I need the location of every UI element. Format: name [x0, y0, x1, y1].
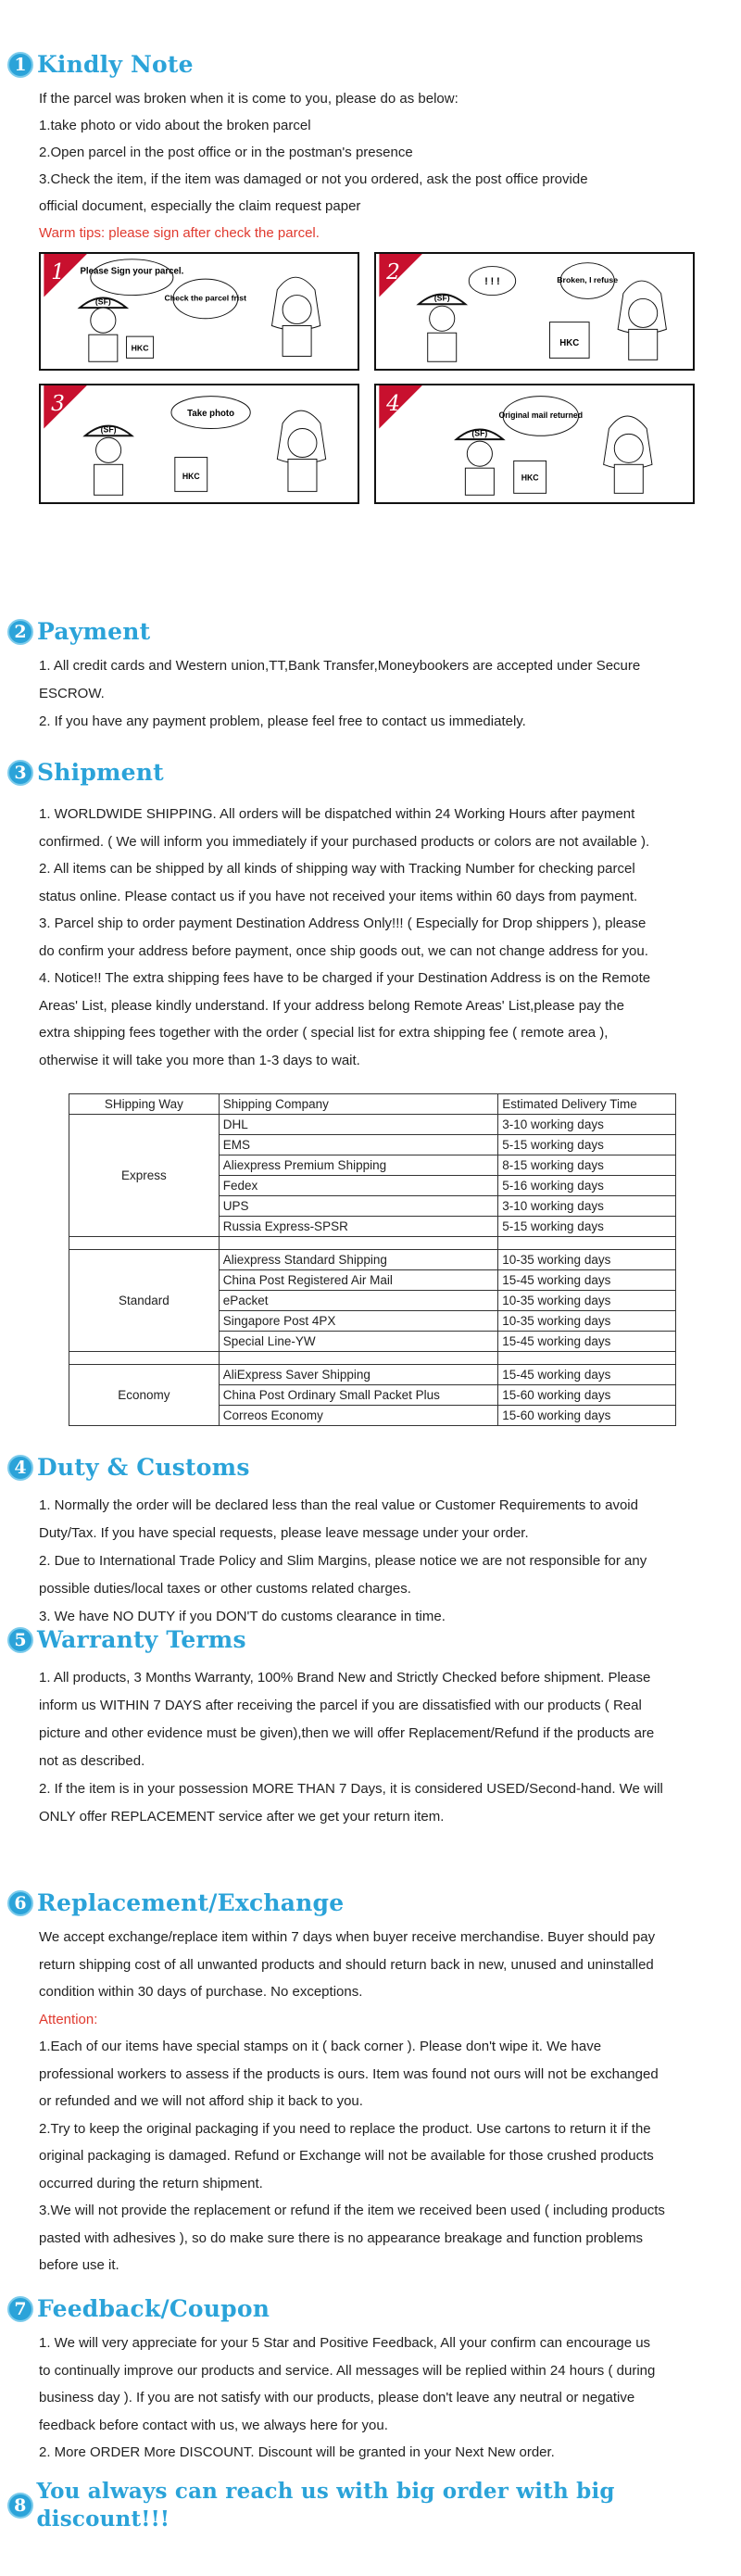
- text-line: or refunded and we will not afford ship it back to you.: [39, 2093, 363, 2109]
- text-line: ESCROW.: [39, 686, 105, 701]
- speech-bubble: ! ! !: [484, 275, 500, 287]
- text-line: pasted with adhesives ), so do make sure there is no appearance breakage and function problems: [39, 2229, 644, 2246]
- table-header: Estimated Delivery Time: [498, 1094, 676, 1115]
- text-line: before use it.: [39, 2257, 119, 2273]
- comic-panel-2: [374, 252, 695, 371]
- section-header-shipment: [7, 756, 164, 789]
- text-line: original packaging is damaged. Refund or Exchange will not be available for those crushed products: [39, 2148, 654, 2164]
- speech-bubble: Take photo: [187, 408, 235, 419]
- text-line: Areas' List, please kindly understand. If your address belong Remote Areas' List,please pay the: [39, 997, 624, 1014]
- table-cell: Aliexpress Premium Shipping: [219, 1155, 497, 1176]
- comic-panel-4: [374, 384, 695, 504]
- table-cell: 5-15 working days: [498, 1135, 676, 1155]
- warranty-text: [39, 1664, 724, 1831]
- kindly-note-text: [39, 85, 724, 246]
- section-number-badge: 4: [7, 1455, 33, 1481]
- table-header-row: [69, 1094, 676, 1115]
- cap-logo: (SF): [471, 428, 488, 438]
- text-line: otherwise it will take you more than 1-3 days to wait.: [39, 1052, 360, 1068]
- table-cell: Correos Economy: [219, 1406, 497, 1426]
- text-line: 1. Normally the order will be declared less than the real value or Customer Requirements to avoid: [39, 1497, 638, 1513]
- text-line: 2.Open parcel in the post office or in the postman's presence: [39, 145, 413, 160]
- table-cell: Special Line-YW: [219, 1332, 497, 1352]
- table-cell: 15-45 working days: [498, 1270, 676, 1291]
- table-row: [69, 1250, 676, 1270]
- speech-bubble: Check the parcel frist: [164, 293, 247, 303]
- text-line: feedback before contact with us, we always here for you.: [39, 2417, 388, 2433]
- section-header-kindly-note: [7, 48, 194, 82]
- cap-logo: (SF): [433, 293, 450, 303]
- text-line: 3. We have NO DUTY if you DON'T do customs clearance in time.: [39, 1609, 446, 1624]
- text-line: 2. Due to International Trade Policy and Slim Margins, please notice we are not responsible for any: [39, 1553, 647, 1569]
- text-line: occurred during the return shipment.: [39, 2175, 263, 2191]
- table-cell: 15-45 working days: [498, 1365, 676, 1385]
- section-title: Shipment: [37, 759, 164, 786]
- comic-illustration: [41, 385, 358, 502]
- section-title: Kindly Note: [37, 51, 194, 78]
- table-cell: ePacket: [219, 1291, 497, 1311]
- cap-logo: (SF): [94, 297, 111, 307]
- box-label: HKC: [182, 471, 200, 481]
- section-number-badge: 7: [7, 2296, 33, 2322]
- text-line: 1.Each of our items have special stamps on it ( back corner ). Please don't wipe it. We have: [39, 2039, 602, 2054]
- text-line: 1. All products, 3 Months Warranty, 100% Brand New and Strictly Checked before shipment. Please: [39, 1670, 651, 1686]
- table-cell: 10-35 working days: [498, 1311, 676, 1332]
- text-line: confirmed. ( We will inform you immediately if your purchased products or colors are not available ).: [39, 833, 650, 850]
- table-cell: 10-35 working days: [498, 1291, 676, 1311]
- comic-number: 2: [386, 259, 400, 285]
- comic-illustration: [376, 385, 693, 502]
- box-label: HKC: [131, 343, 149, 353]
- table-row: [69, 1365, 676, 1385]
- text-line: Duty/Tax. If you have special requests, please leave message under your order.: [39, 1525, 529, 1541]
- section-title: You always can reach us with big order with big discount!!!: [36, 2479, 615, 2532]
- section-title: Replacement/Exchange: [37, 1889, 345, 1916]
- section-number-badge: 1: [7, 52, 33, 78]
- text-line: professional workers to assess if the products is ours. Item was found not ours will not be exchanged: [39, 2065, 659, 2082]
- warm-tip: Warm tips: please sign after check the parcel.: [39, 225, 320, 241]
- text-line: condition within 30 days of purchase. No exceptions.: [39, 1984, 363, 2000]
- comic-illustration: [376, 254, 693, 369]
- section-header-duty-customs: [7, 1451, 250, 1484]
- section-header-feedback: [7, 2292, 270, 2326]
- section-number-badge: 8: [7, 2493, 33, 2519]
- table-cell: 15-60 working days: [498, 1406, 676, 1426]
- box-label: HKC: [559, 337, 580, 348]
- table-cell: Russia Express-SPSR: [219, 1217, 497, 1237]
- payment-text: [39, 652, 724, 736]
- table-cell: AliExpress Saver Shipping: [219, 1365, 497, 1385]
- text-line: not as described.: [39, 1753, 145, 1769]
- shipping-table: [69, 1093, 676, 1426]
- cap-logo: (SF): [100, 424, 117, 435]
- table-header: Shipping Company: [219, 1094, 497, 1115]
- section-title: Duty & Customs: [37, 1454, 250, 1481]
- text-line: possible duties/local taxes or other customs related charges.: [39, 1581, 411, 1597]
- text-line: 2. All items can be shipped by all kinds of shipping way with Tracking Number for checking parcel: [39, 861, 635, 877]
- table-cell: China Post Registered Air Mail: [219, 1270, 497, 1291]
- text-line: inform us WITHIN 7 DAYS after receiving the parcel if you are dissatisfied with our products ( Real: [39, 1698, 642, 1713]
- text-line: 2. More ORDER More DISCOUNT. Discount will be granted in your Next New order.: [39, 2444, 555, 2460]
- feedback-text: [39, 2330, 724, 2467]
- duty-customs-text: [39, 1492, 724, 1631]
- comic-number: 4: [386, 391, 400, 417]
- comic-panel-1: [39, 252, 359, 371]
- text-line: picture and other evidence must be given),then we will offer Replacement/Refund if the products are: [39, 1725, 655, 1741]
- table-spacer-row: [69, 1237, 676, 1250]
- section-header-replacement: [7, 1887, 344, 1920]
- section-title: Warranty Terms: [37, 1626, 246, 1653]
- table-header: SHipping Way: [69, 1094, 220, 1115]
- shipping-way-economy: Economy: [69, 1365, 220, 1426]
- table-cell: 3-10 working days: [498, 1196, 676, 1217]
- section-header-big-order: [7, 2479, 741, 2532]
- text-line: return shipping cost of all unwanted products and should return back in new, unused and uninstalled: [39, 1956, 654, 1973]
- shipping-way-standard: Standard: [69, 1250, 220, 1352]
- table-cell: Aliexpress Standard Shipping: [219, 1250, 497, 1270]
- section-number-badge: 5: [7, 1627, 33, 1653]
- table-spacer-row: [69, 1352, 676, 1365]
- table-cell: DHL: [219, 1115, 497, 1135]
- table-cell: 15-60 working days: [498, 1385, 676, 1406]
- table-cell: 10-35 working days: [498, 1250, 676, 1270]
- text-line: If the parcel was broken when it is come to you, please do as below:: [39, 91, 458, 107]
- text-line: 1. All credit cards and Western union,TT,Bank Transfer,Moneybookers are accepted under Secure: [39, 658, 641, 674]
- text-line: 1. WORLDWIDE SHIPPING. All orders will be dispatched within 24 Working Hours after payment: [39, 806, 635, 822]
- text-line: 3. Parcel ship to order payment Destination Address Only!!! ( Especially for Drop shippers ), please: [39, 915, 647, 931]
- replacement-text: [39, 1924, 724, 2279]
- attention-label: Attention:: [39, 2011, 98, 2027]
- text-line: 3.Check the item, if the item was damaged or not you ordered, ask the post office provide: [39, 171, 588, 187]
- comic-illustration: [41, 254, 358, 369]
- text-line: We accept exchange/replace item within 7 days when buyer receive merchandise. Buyer should pay: [39, 1929, 656, 1945]
- text-line: to continually improve our products and service. All messages will be replied within 24 hours ( during: [39, 2362, 656, 2379]
- text-line: 4. Notice!! The extra shipping fees have to be charged if your Destination Address is on the Remote: [39, 970, 651, 986]
- comic-panel-3: [39, 384, 359, 504]
- table-cell: Singapore Post 4PX: [219, 1311, 497, 1332]
- text-line: do confirm your address before payment, once ship goods out, we can not change address for you.: [39, 942, 648, 959]
- box-label: HKC: [521, 473, 539, 483]
- text-line: 1.take photo or vido about the broken parcel: [39, 118, 311, 133]
- table-cell: 8-15 working days: [498, 1155, 676, 1176]
- speech-bubble: Please Sign your parcel.: [80, 266, 184, 277]
- text-line: 2. If the item is in your possession MORE THAN 7 Days, it is considered USED/Second-hand. We will: [39, 1781, 663, 1797]
- section-number-badge: 2: [7, 619, 33, 645]
- text-line: official document, especially the claim request paper: [39, 198, 361, 214]
- table-cell: China Post Ordinary Small Packet Plus: [219, 1385, 497, 1406]
- table-cell: EMS: [219, 1135, 497, 1155]
- text-line: business day ). If you are not satisfy with our products, please don't leave any neutral or negative: [39, 2390, 635, 2406]
- section-header-warranty: [7, 1623, 246, 1657]
- text-line: 3.We will not provide the replacement or refund if the item we received been used ( including products: [39, 2203, 665, 2218]
- text-line: 1. We will very appreciate for your 5 Star and Positive Feedback, All your confirm can encourage us: [39, 2335, 651, 2351]
- section-number-badge: 6: [7, 1890, 33, 1916]
- table-cell: 15-45 working days: [498, 1332, 676, 1352]
- speech-bubble: Original mail returned: [498, 410, 584, 420]
- text-line: status online. Please contact us if you have not received your items within 60 days from payment.: [39, 888, 638, 904]
- shipping-way-express: Express: [69, 1115, 220, 1237]
- text-line: ONLY offer REPLACEMENT service after we get your return item.: [39, 1809, 445, 1825]
- section-title: Payment: [37, 618, 151, 645]
- table-cell: 5-16 working days: [498, 1176, 676, 1196]
- table-row: [69, 1115, 676, 1135]
- comic-number: 1: [51, 259, 65, 285]
- text-line: 2.Try to keep the original packaging if you need to replace the product. Use cartons to return it if the: [39, 2120, 651, 2137]
- table-cell: 5-15 working days: [498, 1217, 676, 1237]
- table-cell: UPS: [219, 1196, 497, 1217]
- comic-number: 3: [51, 391, 65, 417]
- text-line: extra shipping fees together with the order ( special list for extra shipping fee ( remote area ),: [39, 1025, 609, 1041]
- table-cell: Fedex: [219, 1176, 497, 1196]
- table-cell: 3-10 working days: [498, 1115, 676, 1135]
- section-number-badge: 3: [7, 760, 33, 786]
- shipment-text: [39, 801, 724, 1074]
- section-header-payment: [7, 615, 150, 649]
- section-title: Feedback/Coupon: [37, 2295, 270, 2322]
- speech-bubble: Broken, I refuse: [557, 275, 619, 284]
- text-line: 2. If you have any payment problem, please feel free to contact us immediately.: [39, 713, 526, 729]
